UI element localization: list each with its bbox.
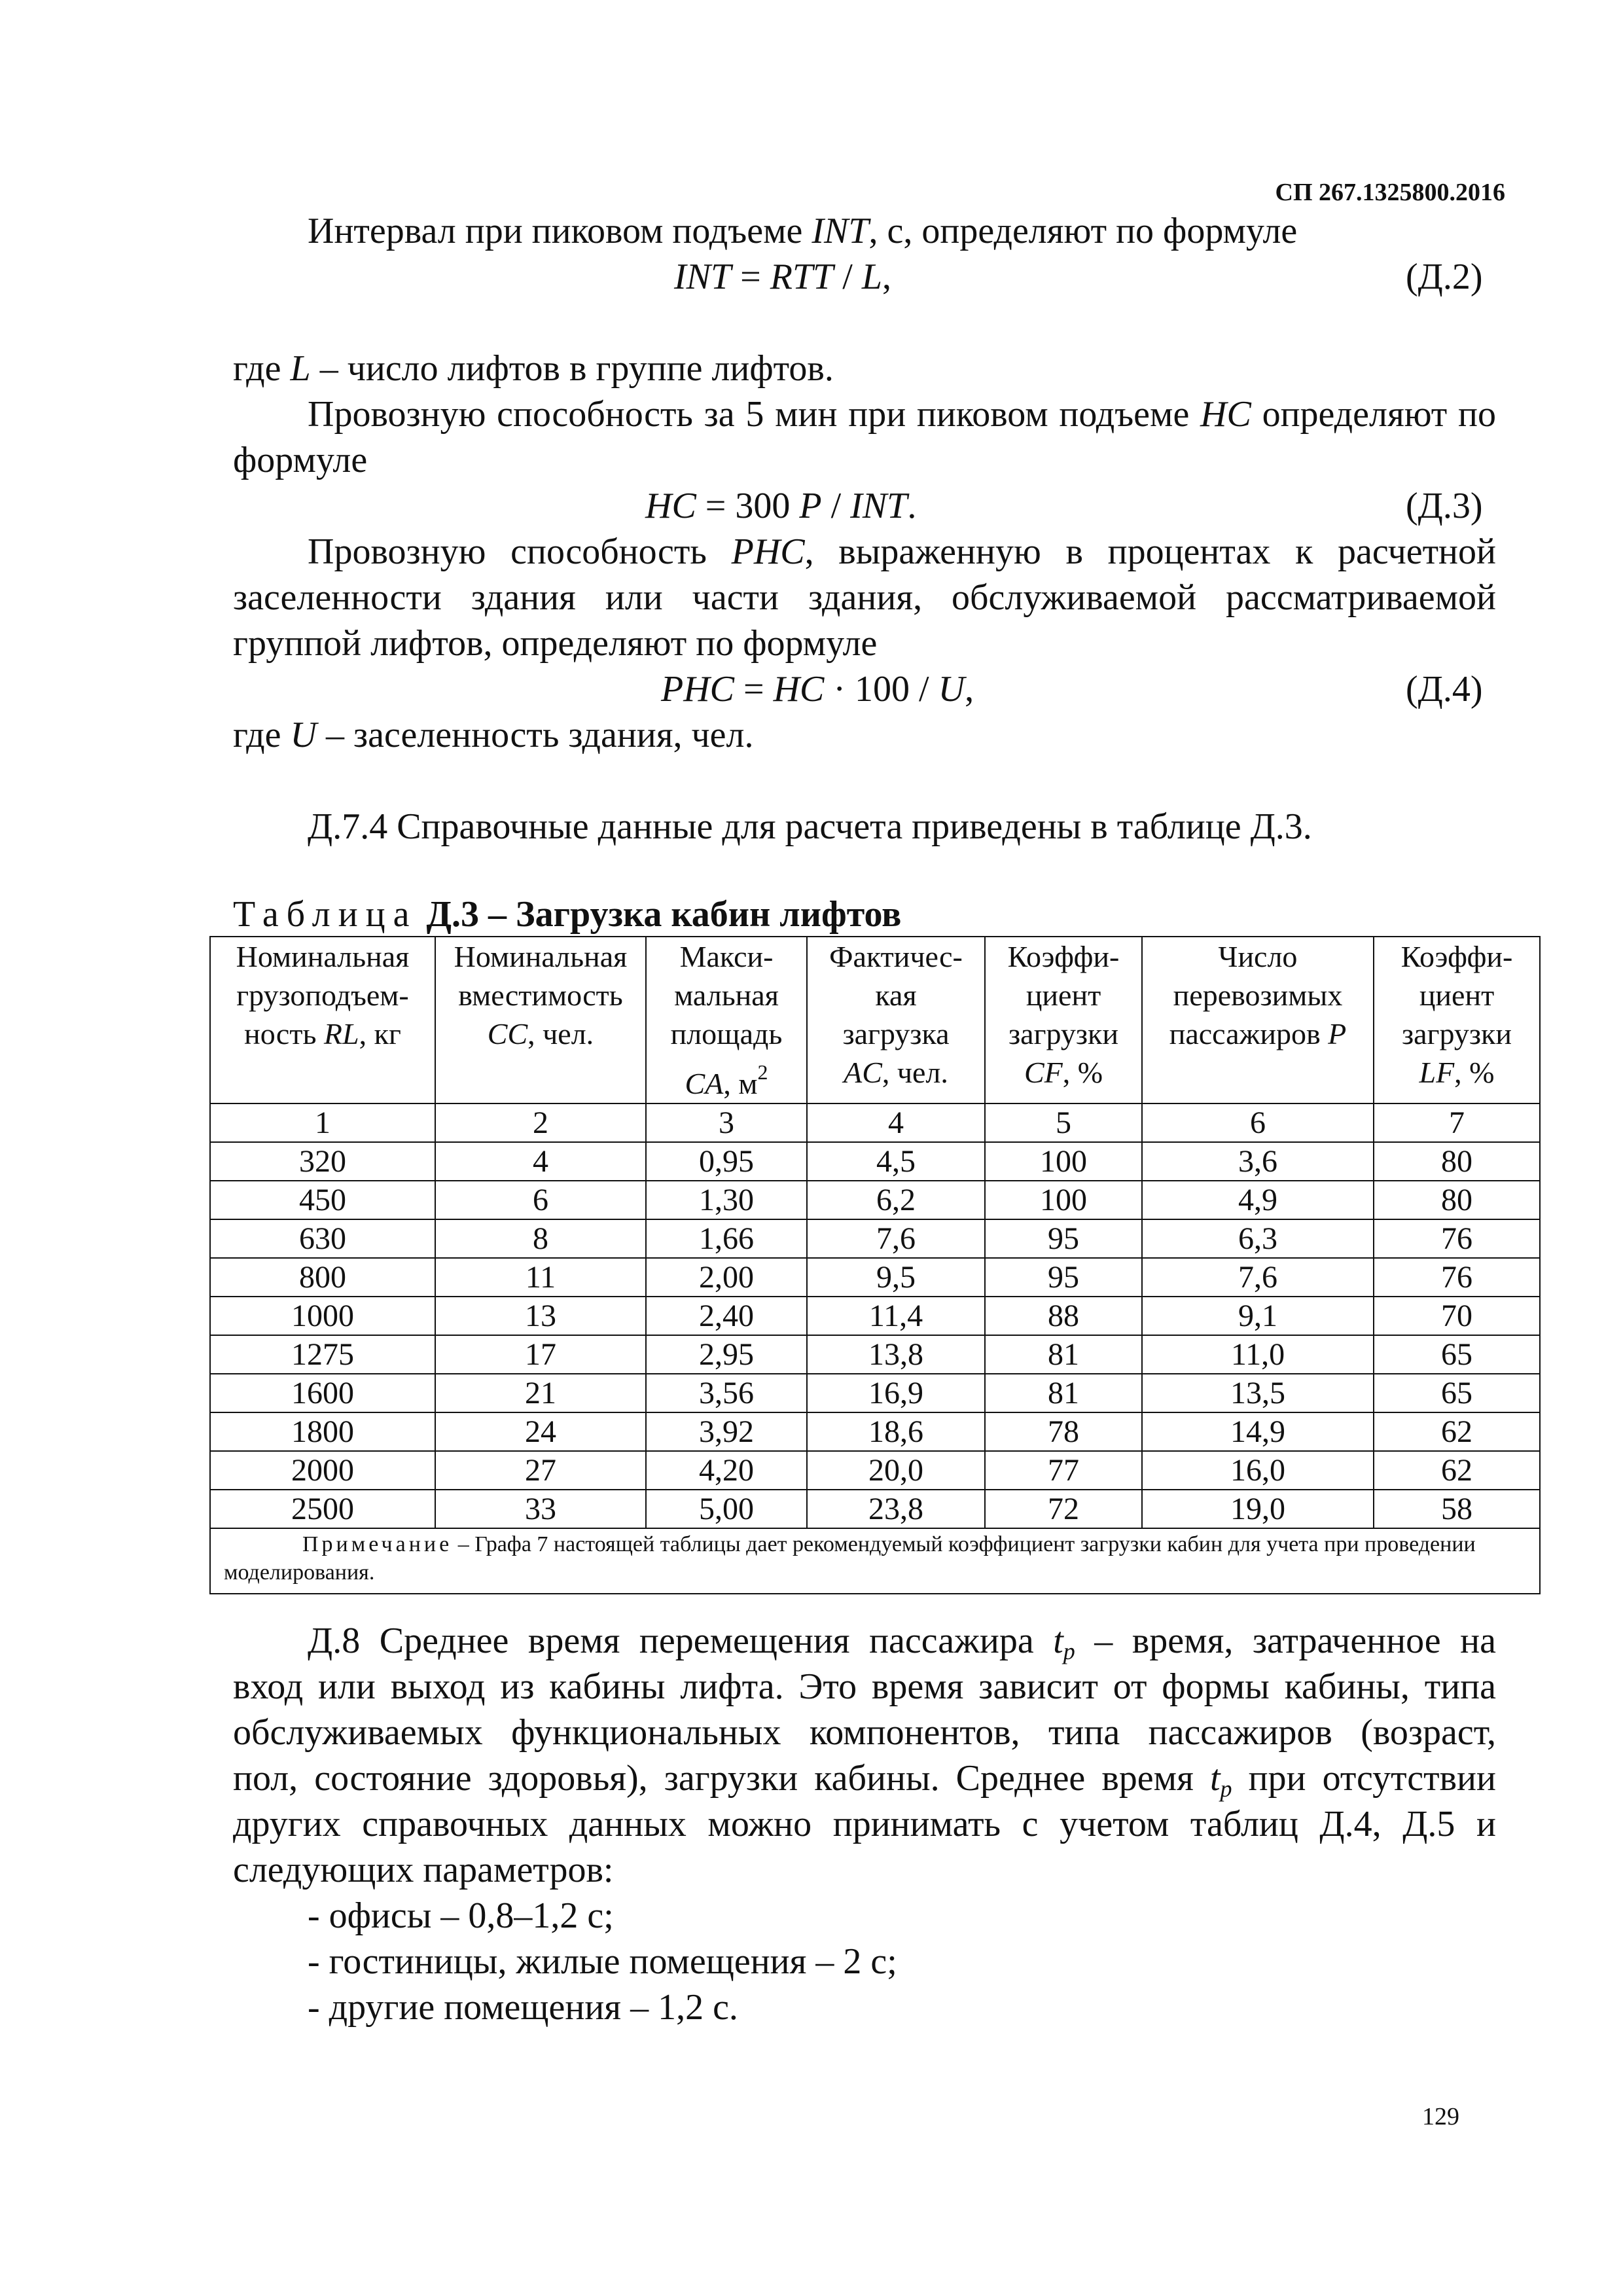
table-row bbox=[210, 1181, 1540, 1219]
table-cell: 1275 bbox=[210, 1335, 435, 1374]
table-cell: 6,2 bbox=[807, 1181, 985, 1219]
table-cell: 70 bbox=[1374, 1297, 1540, 1335]
table-cell: 630 bbox=[210, 1219, 435, 1258]
table-cell: 80 bbox=[1374, 1142, 1540, 1181]
table-cell: 5,00 bbox=[646, 1490, 807, 1528]
table-cell: 13 bbox=[435, 1297, 646, 1335]
phc-paragraph-line-3: группой лифтов, определяют по формуле bbox=[233, 623, 878, 664]
lift-load-table bbox=[209, 936, 1541, 1594]
phc-paragraph-line-1: Провозную способность PHC, выраженную в процентах к расчетной bbox=[308, 531, 1496, 572]
table-cell: 21 bbox=[435, 1374, 646, 1412]
table-row bbox=[210, 1490, 1540, 1528]
table-cell: 62 bbox=[1374, 1451, 1540, 1490]
col-header-rated-load: Номинальная грузоподъем- ность RL, кг bbox=[210, 937, 435, 1103]
table-cell: 11 bbox=[435, 1258, 646, 1297]
table-cell: 100 bbox=[985, 1181, 1142, 1219]
table-cell: 7,6 bbox=[807, 1219, 985, 1258]
table-cell: 11,4 bbox=[807, 1297, 985, 1335]
list-item: - офисы – 0,8–1,2 с; bbox=[308, 1895, 614, 1936]
table-cell: 17 bbox=[435, 1335, 646, 1374]
table-cell: 65 bbox=[1374, 1374, 1540, 1412]
int-intro-line: Интервал при пиковом подъеме INT, с, определяют по формуле bbox=[308, 211, 1298, 251]
table-cell: 58 bbox=[1374, 1490, 1540, 1528]
table-cell: 320 bbox=[210, 1142, 435, 1181]
table-cell: 6,3 bbox=[1142, 1219, 1374, 1258]
table-row bbox=[210, 1451, 1540, 1490]
table-cell: 100 bbox=[985, 1142, 1142, 1181]
table-note-label: Примечание bbox=[302, 1532, 453, 1556]
column-number: 2 bbox=[435, 1103, 646, 1142]
col-header-max-area: Макси- мальная площадь CA, $м^2$ bbox=[646, 937, 807, 1103]
table-cell: 76 bbox=[1374, 1258, 1540, 1297]
table-cell: 20,0 bbox=[807, 1451, 985, 1490]
table-cell: 4,9 bbox=[1142, 1181, 1374, 1219]
table-cell: 9,5 bbox=[807, 1258, 985, 1297]
equation-number-d2: (Д.2) bbox=[1406, 257, 1483, 297]
table-cell: 2,95 bbox=[646, 1335, 807, 1374]
section-d8-line-4: пол, состояние здоровья), загрузки кабины. Среднее время $t_p$ при отсутствии bbox=[233, 1758, 1496, 1802]
where-L-line: где L – число лифтов в группе лифтов. bbox=[233, 348, 834, 389]
table-cell: 1,66 bbox=[646, 1219, 807, 1258]
hc-paragraph-end: формуле bbox=[233, 440, 368, 480]
document-code: СП 267.1325800.2016 bbox=[1275, 179, 1505, 206]
table-cell: 3,56 bbox=[646, 1374, 807, 1412]
col-header-passengers: Число перевозимых пассажиров P bbox=[1142, 937, 1374, 1103]
table-cell: 27 bbox=[435, 1451, 646, 1490]
table-cell: 11,0 bbox=[1142, 1335, 1374, 1374]
table-cell: 14,9 bbox=[1142, 1412, 1374, 1451]
column-number-row bbox=[210, 1103, 1540, 1142]
table-cell: 13,5 bbox=[1142, 1374, 1374, 1412]
section-d8-line-2: вход или выход из кабины лифта. Это время зависит от формы кабины, типа bbox=[233, 1666, 1496, 1707]
table-cell: 6 bbox=[435, 1181, 646, 1219]
equation-number-d3: (Д.3) bbox=[1406, 486, 1483, 526]
table-cell: 2,00 bbox=[646, 1258, 807, 1297]
page-number: 129 bbox=[1422, 2103, 1459, 2130]
table-cell: 88 bbox=[985, 1297, 1142, 1335]
table-cell: 95 bbox=[985, 1258, 1142, 1297]
column-number: 5 bbox=[985, 1103, 1142, 1142]
table-row bbox=[210, 1412, 1540, 1451]
hc-paragraph: Провозную способность за 5 мин при пиковом подъеме HC определяют по bbox=[308, 394, 1496, 435]
table-cell: 450 bbox=[210, 1181, 435, 1219]
table-cell: 7,6 bbox=[1142, 1258, 1374, 1297]
col-header-actual-load: Фактичес- кая загрузка AC, чел. bbox=[807, 937, 985, 1103]
table-note-text: – Графа 7 настоящей таблицы дает рекомендуемый коэффициент загрузки кабин для учета при проведении моделирования. bbox=[224, 1532, 1476, 1585]
table-row bbox=[210, 1258, 1540, 1297]
table-cell: 1600 bbox=[210, 1374, 435, 1412]
table-header-row bbox=[210, 937, 1540, 1103]
table-cell: 18,6 bbox=[807, 1412, 985, 1451]
table-cell: 1000 bbox=[210, 1297, 435, 1335]
table-cell: 4,20 bbox=[646, 1451, 807, 1490]
table-caption bbox=[233, 891, 901, 937]
table-cell: 3,6 bbox=[1142, 1142, 1374, 1181]
table-cell: 78 bbox=[985, 1412, 1142, 1451]
table-cell: 800 bbox=[210, 1258, 435, 1297]
section-d8-line-3: обслуживаемых функциональных компонентов, типа пассажиров (возраст, bbox=[233, 1712, 1496, 1753]
table-cell: 8 bbox=[435, 1219, 646, 1258]
column-number: 1 bbox=[210, 1103, 435, 1142]
list-item: - гостиницы, жилые помещения – 2 с; bbox=[308, 1941, 897, 1982]
table-row bbox=[210, 1142, 1540, 1181]
section-d8-line-6: следующих параметров: bbox=[233, 1850, 614, 1890]
column-number: 7 bbox=[1374, 1103, 1540, 1142]
table-cell: 19,0 bbox=[1142, 1490, 1374, 1528]
table-cell: 4,5 bbox=[807, 1142, 985, 1181]
table-cell: 3,92 bbox=[646, 1412, 807, 1451]
table-cell: 76 bbox=[1374, 1219, 1540, 1258]
table-cell: 24 bbox=[435, 1412, 646, 1451]
table-cell: 1800 bbox=[210, 1412, 435, 1451]
formula-d3: HC = 300 P / INT. bbox=[645, 486, 917, 526]
table-cell: 95 bbox=[985, 1219, 1142, 1258]
table-note-row bbox=[210, 1528, 1540, 1594]
table-cell: 2,40 bbox=[646, 1297, 807, 1335]
table-row bbox=[210, 1374, 1540, 1412]
where-U-line: где U – заселенность здания, чел. bbox=[233, 715, 754, 755]
table-row bbox=[210, 1219, 1540, 1258]
col-header-rated-capacity: Номинальная вместимость CC, чел. bbox=[435, 937, 646, 1103]
table-caption-label: Таблица bbox=[233, 894, 418, 935]
table-cell: 81 bbox=[985, 1335, 1142, 1374]
table-cell: 72 bbox=[985, 1490, 1142, 1528]
table-cell: 2500 bbox=[210, 1490, 435, 1528]
table-caption-title: Д.3 – Загрузка кабин лифтов bbox=[426, 894, 902, 935]
table-cell: 16,0 bbox=[1142, 1451, 1374, 1490]
table-cell: 23,8 bbox=[807, 1490, 985, 1528]
column-number: 6 bbox=[1142, 1103, 1374, 1142]
column-number: 3 bbox=[646, 1103, 807, 1142]
table-cell: 16,9 bbox=[807, 1374, 985, 1412]
table-cell: 77 bbox=[985, 1451, 1142, 1490]
equation-number-d4: (Д.4) bbox=[1406, 669, 1483, 709]
col-header-load-factor-cf: Коэффи- циент загрузки CF, % bbox=[985, 937, 1142, 1103]
table-cell: 4 bbox=[435, 1142, 646, 1181]
table-cell: 33 bbox=[435, 1490, 646, 1528]
phc-paragraph-line-2: заселенности здания или части здания, обслуживаемой рассматриваемой bbox=[233, 577, 1496, 618]
table-cell: 81 bbox=[985, 1374, 1142, 1412]
table-cell: 0,95 bbox=[646, 1142, 807, 1181]
table-cell: 62 bbox=[1374, 1412, 1540, 1451]
table-row bbox=[210, 1297, 1540, 1335]
table-cell: 80 bbox=[1374, 1181, 1540, 1219]
table-note bbox=[210, 1528, 1540, 1594]
table-cell: 1,30 bbox=[646, 1181, 807, 1219]
formula-d2: INT = RTT / L, bbox=[674, 257, 891, 297]
table-cell: 9,1 bbox=[1142, 1297, 1374, 1335]
section-d8-line-5: других справочных данных можно принимать с учетом таблиц Д.4, Д.5 и bbox=[233, 1804, 1496, 1844]
section-d74: Д.7.4 Справочные данные для расчета приведены в таблице Д.3. bbox=[308, 806, 1312, 847]
formula-d4: PHC = HC · 100 / U, bbox=[661, 669, 974, 709]
table-cell: 65 bbox=[1374, 1335, 1540, 1374]
section-d8-line-1: Д.8 Среднее время перемещения пассажира $t_p$ – время, затраченное на bbox=[308, 1621, 1497, 1664]
col-header-load-factor-lf: Коэффи- циент загрузки LF, % bbox=[1374, 937, 1540, 1103]
table-cell: 2000 bbox=[210, 1451, 435, 1490]
table-row bbox=[210, 1335, 1540, 1374]
table-cell: 13,8 bbox=[807, 1335, 985, 1374]
column-number: 4 bbox=[807, 1103, 985, 1142]
list-item: - другие помещения – 1,2 с. bbox=[308, 1987, 738, 2028]
